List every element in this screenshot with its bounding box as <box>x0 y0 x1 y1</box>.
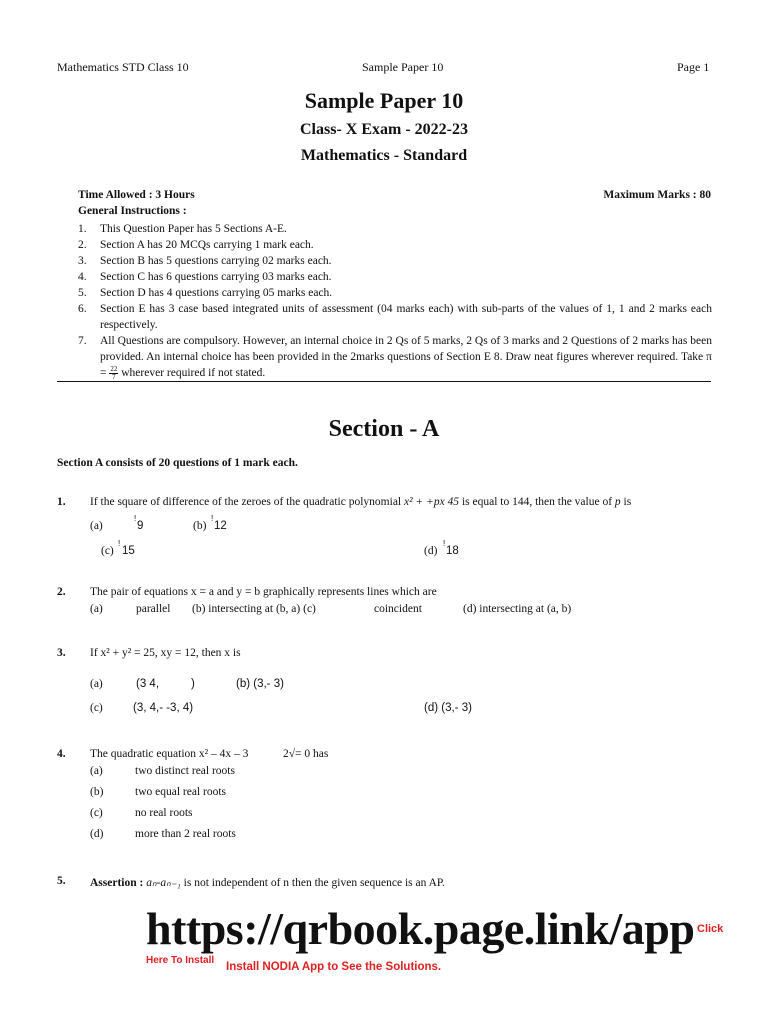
instruction-text: Section E has 3 case based integrated units of assessment (04 marks each) with sub-parts of the values of 1, 1 and 2 marks each respectively. <box>100 303 712 331</box>
instruction-number: 7. <box>78 335 87 347</box>
question-number: 4. <box>57 748 66 760</box>
question-number: 1. <box>57 496 66 508</box>
option-label: (d) <box>90 828 104 840</box>
plus-minus-mark: ! <box>118 539 121 548</box>
question-2-text: The pair of equations x = a and y = b graphically represents lines which are <box>90 586 437 598</box>
question-5-text <box>90 875 445 889</box>
plus-minus-mark: ! <box>443 539 446 548</box>
instruction-item <box>78 333 712 381</box>
instruction-item <box>78 285 712 301</box>
option-label: (a) <box>90 765 103 777</box>
option-value: two distinct real roots <box>135 765 235 777</box>
install-app-link[interactable]: Install NODIA App to See the Solutions. <box>226 961 442 973</box>
fraction-numerator: 22 <box>110 364 118 373</box>
fraction-denominator: 7 <box>112 372 116 381</box>
section-a-intro: Section A consists of 20 questions of 1 mark each. <box>57 457 298 469</box>
exam-subtitle: Class- X Exam - 2022-23 <box>300 121 468 138</box>
option-label: (d) (3,- 3) <box>424 702 472 714</box>
option-value: 15 <box>122 545 135 557</box>
option-value-closing: ) <box>191 678 195 690</box>
instruction-number: 6. <box>78 303 87 315</box>
option-label: (d) intersecting at (a, b) <box>463 603 572 615</box>
question-text: is <box>623 496 632 508</box>
install-label[interactable]: Here To Install <box>146 955 215 966</box>
option-label: (a) <box>90 603 103 615</box>
question-3-text: If x² + y² = 25, xy = 12, then x is <box>90 647 241 659</box>
assertion-label: Assertion : <box>90 877 144 889</box>
instruction-item <box>78 221 712 237</box>
question-text: is equal to 144, then the value of <box>461 496 613 508</box>
option-value: 12 <box>214 520 227 532</box>
option-value: two equal real roots <box>135 786 227 798</box>
instruction-number: 4. <box>78 271 87 283</box>
plus-minus-mark: ! <box>134 514 137 523</box>
section-a-title: Section - A <box>328 416 440 442</box>
option-value: parallel <box>136 603 171 615</box>
instruction-text: Section D has 4 questions carrying 05 marks each. <box>100 287 333 299</box>
question-4-text-tail: 2√= 0 has <box>283 748 329 760</box>
app-link[interactable]: https://qrbook.page.link/app <box>146 903 695 954</box>
plus-minus-mark: ! <box>211 514 214 523</box>
instruction-item <box>78 269 712 285</box>
instruction-item <box>78 301 712 333</box>
question-number: 3. <box>57 647 66 659</box>
pi-fraction <box>109 366 118 381</box>
instruction-item <box>78 237 712 253</box>
subject-title: Mathematics - Standard <box>300 147 468 164</box>
option-value: 18 <box>446 545 459 557</box>
question-number: 5. <box>57 875 66 887</box>
polynomial-expression: x² + +px 45 <box>404 496 460 508</box>
header-left: Mathematics STD Class 10 <box>57 60 189 74</box>
instruction-text: Section B has 5 questions carrying 02 marks each. <box>100 255 332 267</box>
option-value: more than 2 real roots <box>135 828 236 840</box>
option-label: (c) <box>101 545 114 557</box>
instruction-text-tail: wherever required if not stated. <box>121 367 266 379</box>
option-label: (a) <box>90 678 103 690</box>
option-value: (3, 4,- -3, 4) <box>133 702 194 714</box>
option-label: (b) (3,- 3) <box>236 678 284 690</box>
option-label: (b) intersecting at (b, a) (c) <box>192 603 316 615</box>
instruction-text <box>100 333 712 381</box>
instruction-text: This Question Paper has 5 Sections A-E. <box>100 223 287 235</box>
question-number: 2. <box>57 586 66 598</box>
option-label: (d) <box>424 545 438 557</box>
instruction-text-main: All Questions are compulsory. However, an internal choice in 2 Qs of 5 marks, 2 Qs of 3 marks and 2 Questions of 2 marks has been provided. An internal choice has been provided in the 2marks questions of Section E 8. Draw neat figures wherever required. Take π = <box>100 335 712 379</box>
instruction-text: Section C has 6 questions carrying 03 marks each. <box>100 271 332 283</box>
question-4-text: The quadratic equation x² – 4x – 3 <box>90 748 249 760</box>
header-center: Sample Paper 10 <box>362 60 444 74</box>
assertion-text: is not independent of n then the given sequence is an AP. <box>183 877 445 889</box>
option-value: (3 4, <box>136 678 160 690</box>
paper-title: Sample Paper 10 <box>304 88 464 113</box>
instruction-number: 3. <box>78 255 87 267</box>
maximum-marks: Maximum Marks : 80 <box>603 189 711 201</box>
option-value: coincident <box>374 603 422 615</box>
option-value: no real roots <box>135 807 193 819</box>
instruction-text: Section A has 20 MCQs carrying 1 mark each. <box>100 239 314 251</box>
divider-line <box>57 381 711 382</box>
instruction-number: 2. <box>78 239 87 251</box>
variable: p <box>614 496 621 508</box>
option-label: (c) <box>90 702 103 714</box>
instruction-item <box>78 253 712 269</box>
instructions-heading: General Instructions : <box>78 205 187 217</box>
sequence-expression: aₙ-aₙ₋₁ <box>146 877 181 889</box>
question-1-text <box>90 496 720 508</box>
instruction-number: 1. <box>78 223 87 235</box>
option-label: (b) <box>193 520 207 532</box>
option-label: (b) <box>90 786 104 798</box>
option-label: (c) <box>90 807 103 819</box>
instruction-number: 5. <box>78 287 87 299</box>
time-allowed: Time Allowed : 3 Hours <box>78 189 195 201</box>
option-label: (a) <box>90 520 103 532</box>
option-value: 9 <box>137 520 144 532</box>
instructions-list <box>78 221 712 381</box>
question-text: If the square of difference of the zeroes of the quadratic polynomial <box>90 496 402 508</box>
click-label[interactable]: Click <box>697 923 724 935</box>
header-page-number: Page 1 <box>677 60 710 74</box>
